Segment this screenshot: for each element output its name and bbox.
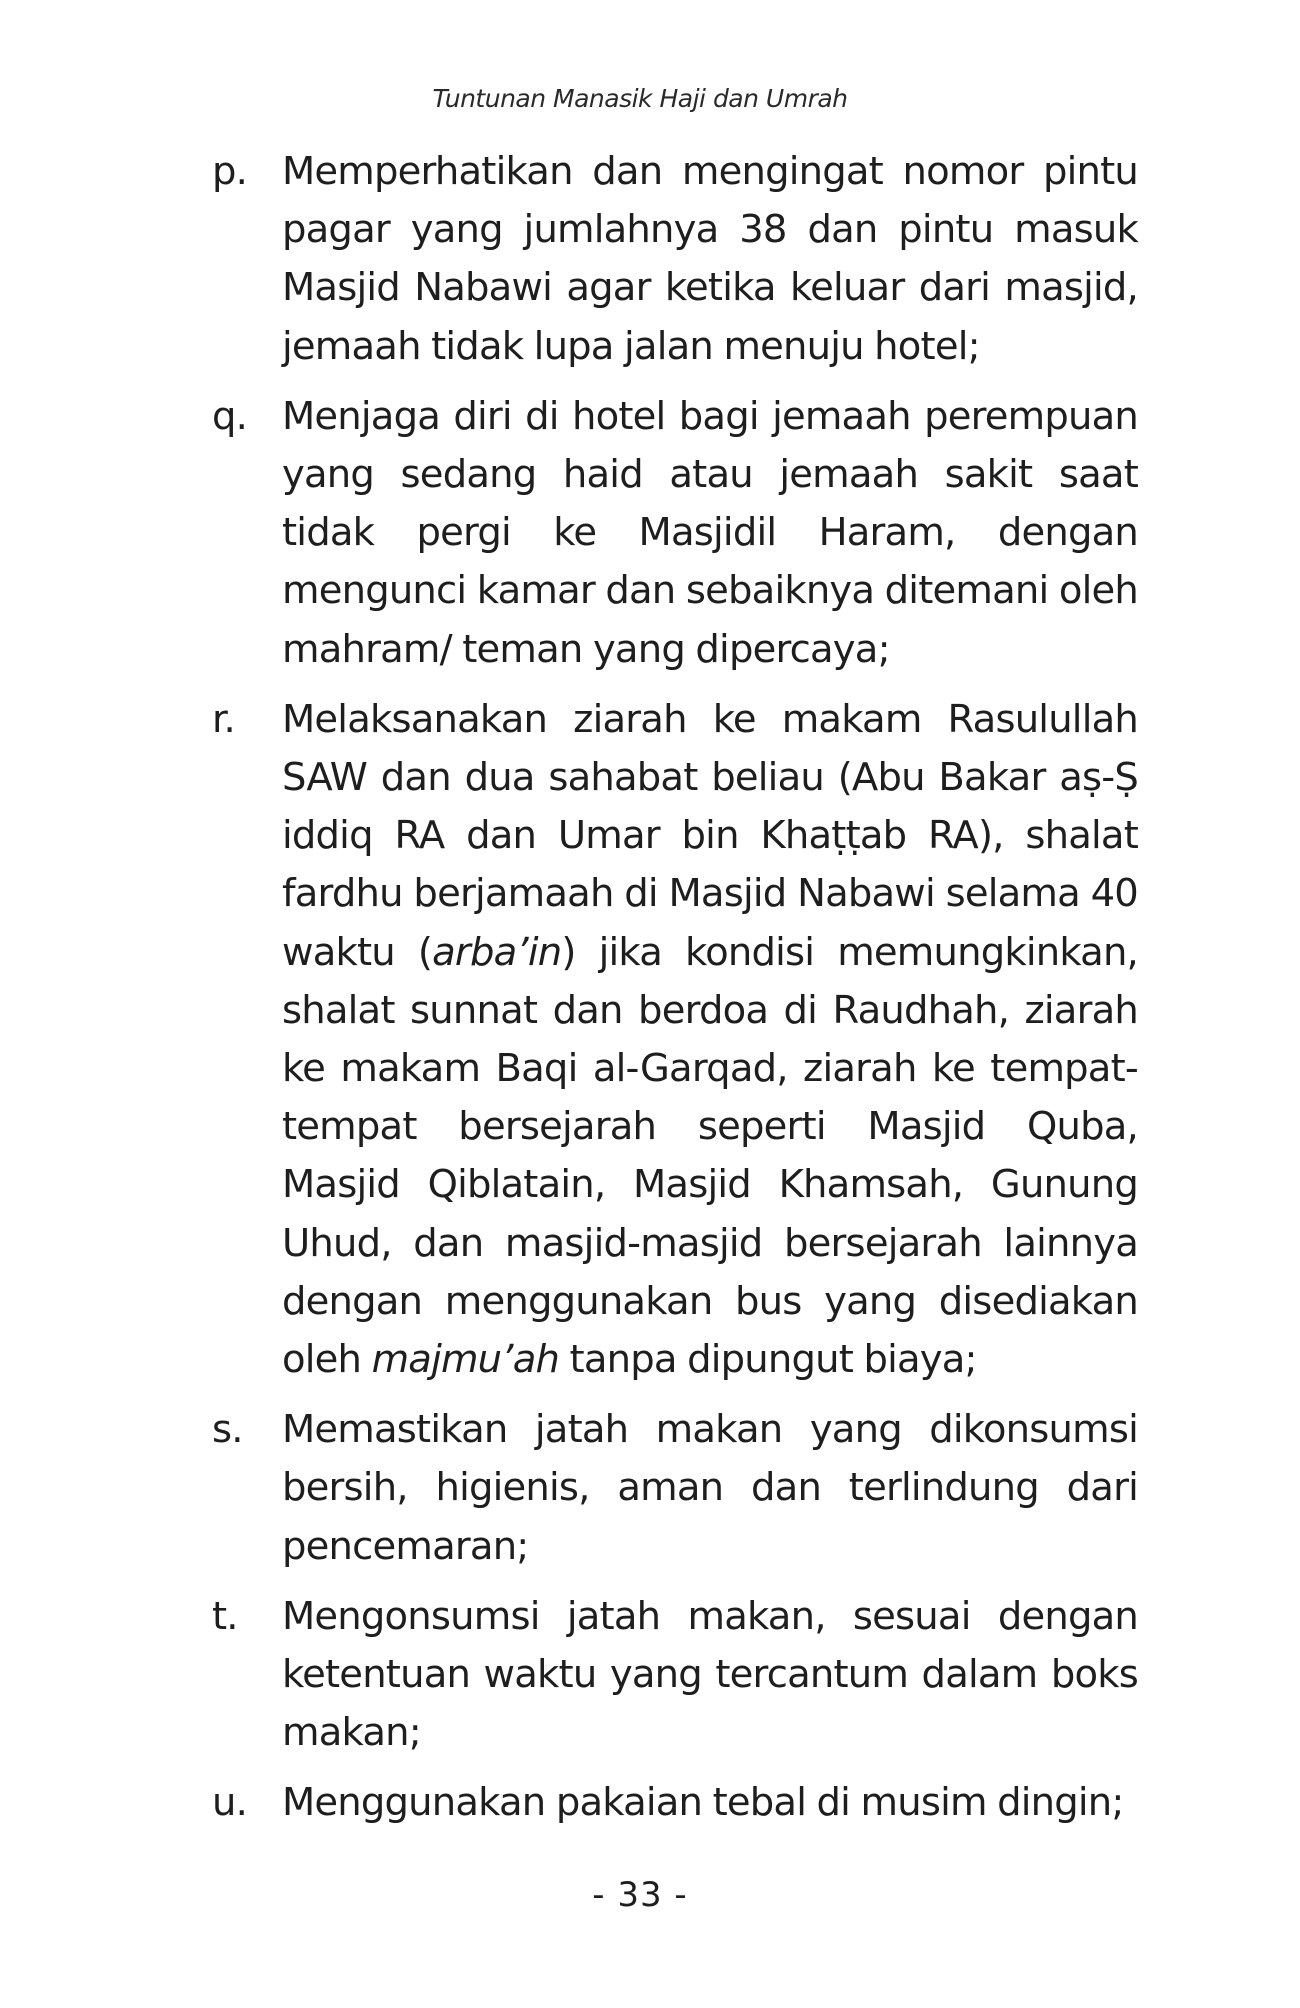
list-item xyxy=(212,1588,1138,1763)
text-segment: ) jika kondisi memungkinkan, shalat sunnat dan berdoa di Raudhah, ziarah ke makam Baqi al-Garqad, ziarah ke tempat-tempat bersejarah seperti Masjid Quba, Masjid Qiblatain, Masjid Khamsah, Gunung Uhud, dan masjid-masjid bersejarah lainnya dengan menggunakan bus yang disediakan oleh xyxy=(282,929,1138,1383)
list-item-marker: q. xyxy=(212,393,248,439)
list-item xyxy=(212,1774,1138,1832)
list-item xyxy=(212,143,1138,376)
text-segment: Mengonsumsi jatah makan, sesuai dengan ketentuan waktu yang tercantum dalam boks makan; xyxy=(282,1593,1138,1756)
list-item xyxy=(212,388,1138,679)
list-item-marker: s. xyxy=(212,1407,243,1453)
text-segment: Menjaga diri di hotel bagi jemaah perempuan yang sedang haid atau jemaah sakit saat tidak pergi ke Masjidil Haram, dengan mengunci kamar dan sebaiknya ditemani oleh mahram/ teman yang dipercaya; xyxy=(282,393,1138,672)
list-item-text xyxy=(282,1594,1138,1755)
list-item-marker: r. xyxy=(212,696,235,742)
list-item-text xyxy=(282,394,1138,672)
page-number: - 33 - xyxy=(592,1875,688,1915)
list-item xyxy=(212,691,1138,1389)
list-item-text xyxy=(282,149,1138,369)
list-item-text xyxy=(282,1407,1138,1568)
text-segment: tanpa dipungut biaya; xyxy=(559,1337,977,1383)
running-header: Tuntunan Manasik Haji dan Umrah xyxy=(432,84,848,113)
text-segment: Menggunakan pakaian tebal di musim dingin; xyxy=(282,1780,1124,1826)
list-item-text xyxy=(282,1780,1124,1825)
list-item-text xyxy=(282,697,1138,1382)
italic-term: majmu’ah xyxy=(371,1337,560,1383)
text-segment: Memastikan jatah makan yang dikonsumsi bersih, higienis, aman dan terlindung dari pencemaran; xyxy=(282,1407,1138,1569)
list-item-marker: t. xyxy=(212,1593,238,1639)
list-item-marker: p. xyxy=(212,149,248,194)
list-item xyxy=(212,1401,1138,1576)
instruction-list xyxy=(212,143,1138,1845)
list-item-marker: u. xyxy=(212,1780,248,1826)
italic-term: arba’in xyxy=(432,929,562,975)
text-segment: Memperhatikan dan mengingat nomor pintu pagar yang jumlahnya 38 dan pintu masuk Masjid Nabawi agar ketika keluar dari masjid, jemaah tidak lupa jalan menuju hotel; xyxy=(282,149,1138,369)
text-segment: Melaksanakan ziarah ke makam Rasulullah SAW dan dua sahabat beliau (Abu Bakar aṣ-Ṣ iddiq RA dan Umar bin Khaṭṭab RA), shalat fardhu berjamaah di Masjid Nabawi selama 40 waktu ( xyxy=(282,696,1138,975)
